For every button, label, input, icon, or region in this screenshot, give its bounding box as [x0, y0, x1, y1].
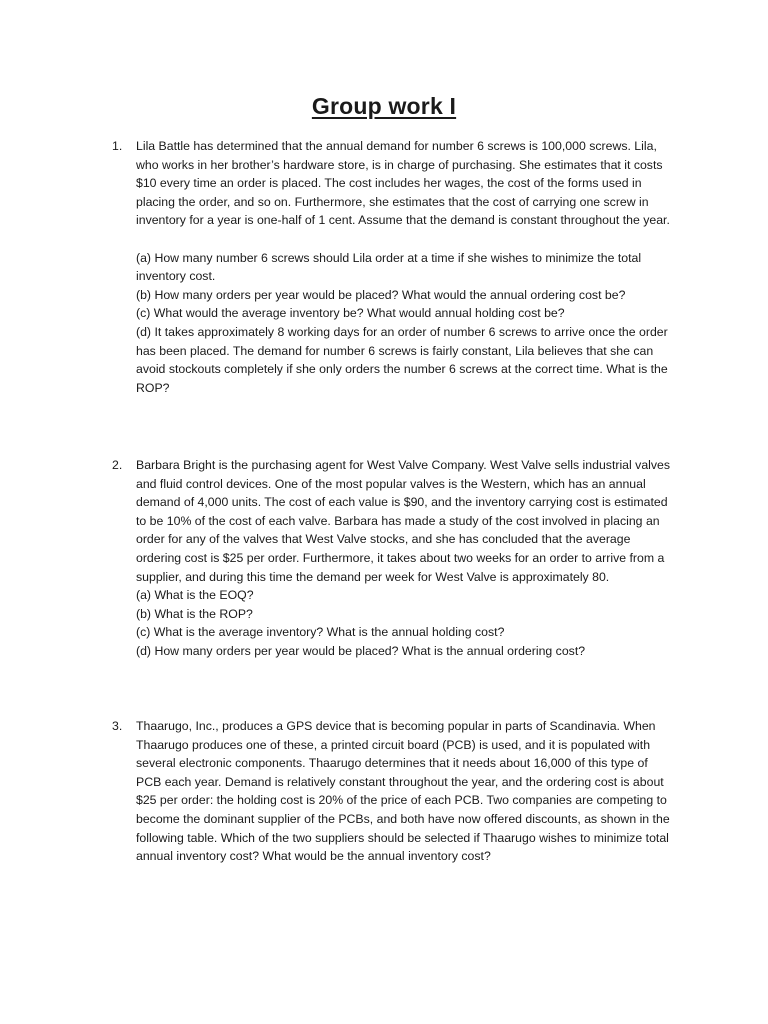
question-a: (a) What is the EOQ?: [136, 588, 254, 603]
problem-statement: Thaarugo, Inc., produces a GPS device that is becoming popular in parts of Scandinavia. When Thaarugo produces one of these, a printed circuit board (PCB) is used, and it is populated with several electronic components. Thaarugo determines that it needs about 16,000 of this type of PCB each year. Demand is relatively constant throughout the year, and the ordering cost is about $25 per order: the holding cost is 20% of the price of each PCB. Two companies are competing to become the dominant supplier of the PCBs, and both have now offered discounts, as shown in the following table. Which of the two suppliers should be selected if Thaarugo wishes to minimize total annual inventory cost? What would be the annual inventory cost?: [136, 719, 670, 864]
problem-number: 1.: [112, 139, 123, 153]
question-d: (d) How many orders per year would be placed? What is the annual ordering cost?: [136, 643, 586, 658]
problem-2: [112, 456, 672, 661]
problem-statement: Barbara Bright is the purchasing agent for West Valve Company. West Valve sells industrial valves and fluid control devices. One of the most popular valves is the Western, which has an annual demand of 4,000 units. The cost of each value is $90, and the inventory carrying cost is estimated to be 10% of the cost of each valve. Barbara has made a study of the cost involved in placing an order for any of the valves that West Valve stocks, and she has concluded that the average ordering cost is $25 per order. Furthermore, it takes about two weeks for an order to arrive from a supplier, and during this time the demand per week for West Valve is approximately 80.: [136, 458, 671, 584]
question-b: (b) How many orders per year would be placed? What would the annual ordering cost be?: [136, 287, 626, 302]
question-c: (c) What would the average inventory be? What would annual holding cost be?: [136, 306, 565, 321]
problem-number: 3.: [112, 719, 123, 733]
problem-statement: Lila Battle has determined that the annual demand for number 6 screws is 100,000 screws. Lila, who works in her brother’s hardware store, is in charge of purchasing. She estimates that it costs $10 every time an order is placed. The cost includes her wages, the cost of the forms used in placing the order, and so on. Furthermore, she estimates that the cost of carrying one screw in inventory for a year is one-half of 1 cent. Assume that the demand is constant throughout the year.: [136, 139, 670, 228]
problem-number: 2.: [112, 458, 123, 472]
question-c: (c) What is the average inventory? What is the annual holding cost?: [136, 625, 505, 640]
question-d: (d) It takes approximately 8 working days for an order of number 6 screws to arrive once the order has been placed. The demand for number 6 screws is fairly constant, Lila believes that she can avoid stockouts completely if she only orders the number 6 screws at the correct time. What is the ROP?: [136, 324, 668, 395]
question-b: (b) What is the ROP?: [136, 606, 253, 621]
problem-1: [112, 137, 672, 397]
page-title: Group work I: [311, 93, 457, 119]
problem-3: [112, 717, 672, 866]
question-a: (a) How many number 6 screws should Lila order at a time if she wishes to minimize the total inventory cost.: [136, 250, 642, 284]
